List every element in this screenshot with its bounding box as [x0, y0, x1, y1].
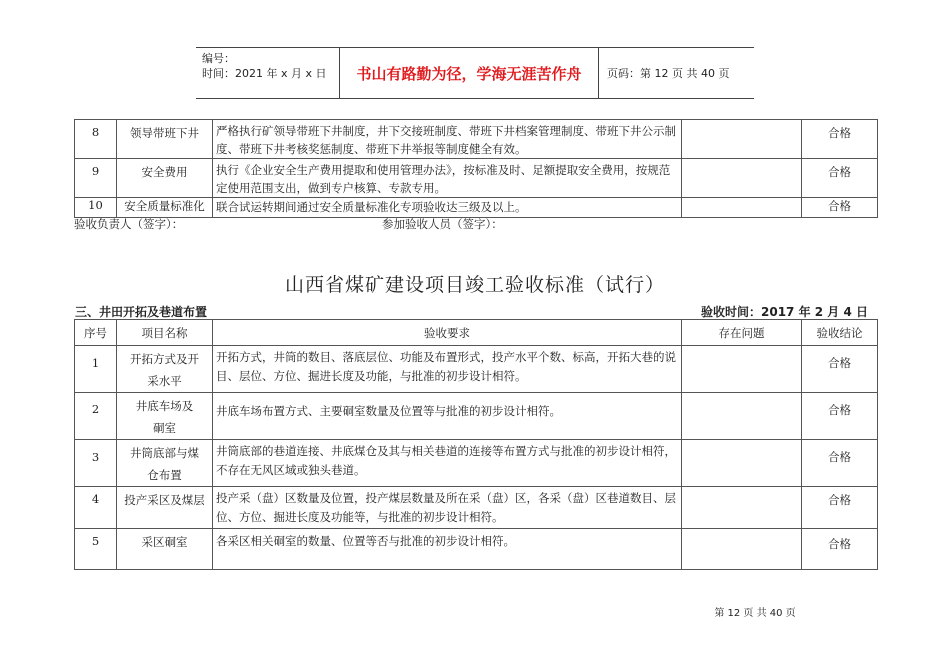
item-name: 领导带班下井	[117, 120, 213, 159]
item-name: 井底车场及硐室	[117, 393, 213, 440]
document-title: 山西省煤矿建设项目竣工验收标准（试行）	[284, 274, 665, 296]
requirement-text: 联合试运转期间通过安全质量标准化专项验收达三级及以上。	[213, 198, 682, 218]
issue-cell	[682, 440, 802, 487]
table-header-row	[75, 320, 878, 346]
continuation-table	[74, 119, 878, 218]
issue-cell	[682, 120, 802, 159]
acceptance-date: 验收时间：2017 年 2 月 4 日	[701, 305, 868, 319]
result-cell: 合格	[802, 120, 878, 159]
row-number: 1	[75, 346, 117, 393]
requirement-text: 严格执行矿领导带班下井制度，井下交接班制度、带班下井档案管理制度、带班下井公示制度、带班下井考核奖惩制度、带班下井举报等制度健全有效。	[213, 120, 682, 159]
result-cell: 合格	[802, 198, 878, 218]
result-cell: 合格	[802, 487, 878, 529]
result-cell: 合格	[802, 159, 878, 198]
header-motto: 书山有路勤为径，学海无涯苦作舟	[340, 48, 599, 98]
table-row	[75, 529, 878, 570]
header-meta	[196, 48, 340, 98]
document-number-label: 编号：	[202, 52, 235, 65]
item-name: 投产采区及煤层	[117, 487, 213, 529]
row-number: 3	[75, 440, 117, 487]
row-number: 8	[75, 120, 117, 159]
responsible-signature-label: 验收负责人（签字）：	[74, 217, 184, 231]
participants-signature-label: 参加验收人员（签字）：	[382, 217, 503, 231]
row-number: 2	[75, 393, 117, 440]
item-name: 安全费用	[117, 159, 213, 198]
result-cell: 合格	[802, 346, 878, 393]
table-row	[75, 393, 878, 440]
header-issue: 存在问题	[682, 320, 802, 346]
item-name: 开拓方式及开采水平	[117, 346, 213, 393]
table-row	[75, 487, 878, 529]
result-cell: 合格	[802, 393, 878, 440]
row-number: 4	[75, 487, 117, 529]
result-cell: 合格	[802, 529, 878, 570]
document-date: 时间：2021 年 x 月 x 日	[202, 67, 327, 80]
row-number: 10	[75, 198, 117, 218]
item-name: 安全质量标准化	[117, 198, 213, 218]
issue-cell	[682, 159, 802, 198]
issue-cell	[682, 346, 802, 393]
header-requirement: 验收要求	[213, 320, 682, 346]
row-number: 5	[75, 529, 117, 570]
requirement-text: 井筒底部的巷道连接、井底煤仓及其与相关巷道的连接等布置方式与批准的初步设计相符，不存在无风区域或独头巷道。	[213, 440, 682, 487]
page-header	[196, 47, 754, 99]
issue-cell	[682, 529, 802, 570]
header-no: 序号	[75, 320, 117, 346]
requirement-text: 投产采（盘）区数量及位置，投产煤层数量及所在采（盘）区，各采（盘）区巷道数目、层位、方位、掘进长度及功能等，与批准的初步设计相符。	[213, 487, 682, 529]
table-row	[75, 440, 878, 487]
requirement-text: 各采区相关硐室的数量、位置等否与批准的初步设计相符。	[213, 529, 682, 570]
result-cell: 合格	[802, 440, 878, 487]
item-name: 井筒底部与煤仓布置	[117, 440, 213, 487]
header-name: 项目名称	[117, 320, 213, 346]
requirement-text: 开拓方式，井筒的数目、落底层位、功能及布置形式，投产水平个数、标高，开拓大巷的说目、层位、方位、掘进长度及功能，与批准的初步设计相符。	[213, 346, 682, 393]
requirement-text: 执行《企业安全生产费用提取和使用管理办法》，按标准及时、足额提取安全费用，按规范定使用范围支出，做到专户核算、专款专用。	[213, 159, 682, 198]
requirement-text: 井底车场布置方式、主要硐室数量及位置等与批准的初步设计相符。	[213, 393, 682, 440]
table-row	[75, 159, 878, 198]
item-name: 采区硐室	[117, 529, 213, 570]
footer-page-number: 第 12 页 共 40 页	[714, 608, 796, 619]
issue-cell	[682, 198, 802, 218]
acceptance-table	[74, 319, 878, 570]
page-footer	[0, 604, 950, 619]
header-result: 验收结论	[802, 320, 878, 346]
section-heading: 三、井田开拓及巷道布置	[75, 305, 208, 319]
issue-cell	[682, 393, 802, 440]
row-number: 9	[75, 159, 117, 198]
table-row	[75, 120, 878, 159]
table-row	[75, 198, 878, 218]
header-page-info: 页码：第 12 页 共 40 页	[607, 67, 730, 80]
table-row	[75, 346, 878, 393]
issue-cell	[682, 487, 802, 529]
